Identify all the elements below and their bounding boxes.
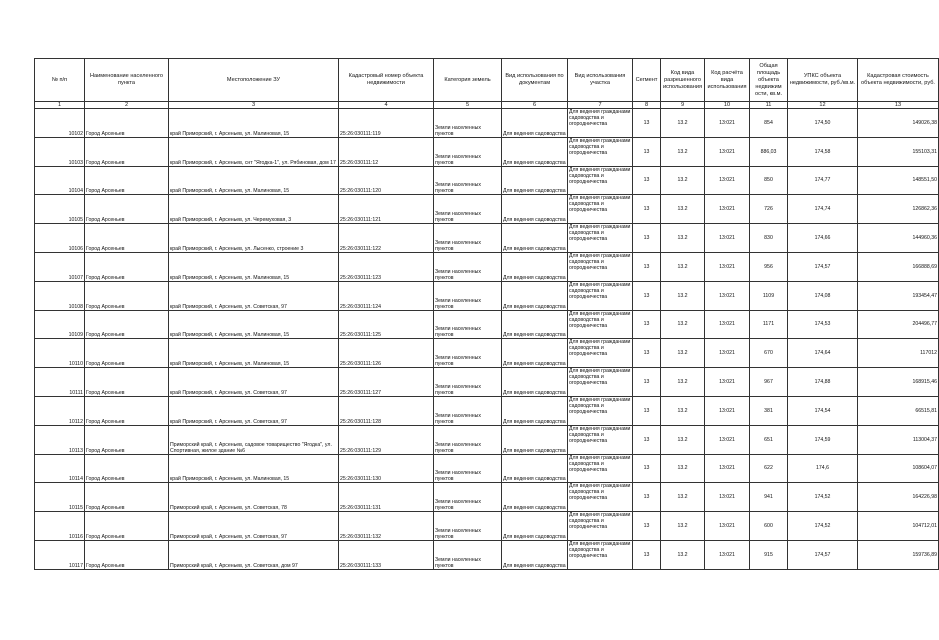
use-code-cell: 13.2 — [661, 252, 705, 281]
upks-cell: 174,54 — [788, 396, 858, 425]
upks-cell: 174,58 — [788, 137, 858, 166]
calc-code-cell: 13:021 — [705, 396, 750, 425]
area-cell: 670 — [750, 339, 788, 368]
use-code-cell: 13.2 — [661, 224, 705, 253]
calc-code-cell: 13:021 — [705, 425, 750, 454]
upks-cell: 174,66 — [788, 224, 858, 253]
upks-cell: 174,88 — [788, 368, 858, 397]
calc-code-cell: 13:021 — [705, 195, 750, 224]
calc-code-cell: 13:021 — [705, 454, 750, 483]
upks-cell: 174,74 — [788, 195, 858, 224]
cadastral-cost-cell: 117012 — [858, 339, 939, 368]
area-cell: 850 — [750, 166, 788, 195]
upks-cell: 174,52 — [788, 512, 858, 541]
table-row — [35, 137, 939, 166]
cadastral-number-cell: 25:26:030111:123 — [339, 252, 434, 281]
settlement-name-cell: Город Арсеньев — [85, 195, 169, 224]
plot-use-cell: Для ведения гражданами садоводства и огородничества — [568, 339, 633, 368]
segment-cell: 13 — [633, 252, 661, 281]
calc-code-cell: 13:021 — [705, 109, 750, 138]
table-row — [35, 109, 939, 138]
use-code-cell: 13.2 — [661, 483, 705, 512]
header-cell-use-code: Код вида разрешенного использования — [661, 59, 705, 102]
cadastral-number-cell: 25:26:030111:128 — [339, 396, 434, 425]
table-row — [35, 512, 939, 541]
column-number: 7 — [568, 102, 633, 109]
document-use-cell: Для ведения садоводства — [502, 368, 568, 397]
document-use-cell: Для ведения садоводства — [502, 512, 568, 541]
area-cell: 886,03 — [750, 137, 788, 166]
location-cell: край Приморский, г. Арсеньев, ул. Малиновая, 15 — [169, 166, 339, 195]
cadastral-number-cell: 25:26:030111:127 — [339, 368, 434, 397]
location-cell: край Приморский, г. Арсеньев, ул. Малиновая, 15 — [169, 339, 339, 368]
location-cell: Приморский край, г. Арсеньев, ул. Советская, 78 — [169, 483, 339, 512]
settlement-name-cell: Город Арсеньев — [85, 396, 169, 425]
table-row — [35, 454, 939, 483]
row-number-cell: 10112 — [35, 396, 85, 425]
cadastral-number-cell: 25:26:030111:132 — [339, 512, 434, 541]
settlement-name-cell: Город Арсеньев — [85, 454, 169, 483]
column-number: 8 — [633, 102, 661, 109]
upks-cell: 174,77 — [788, 166, 858, 195]
land-category-cell: Земли населенных пунктов — [434, 252, 502, 281]
document-use-cell: Для ведения садоводства — [502, 281, 568, 310]
column-number: 4 — [339, 102, 434, 109]
table-row — [35, 195, 939, 224]
column-number: 12 — [788, 102, 858, 109]
row-number-cell: 10105 — [35, 195, 85, 224]
document-use-cell: Для ведения садоводства — [502, 166, 568, 195]
document-use-cell: Для ведения садоводства — [502, 339, 568, 368]
plot-use-cell: Для ведения гражданами садоводства и огородничества — [568, 252, 633, 281]
use-code-cell: 13.2 — [661, 137, 705, 166]
location-cell: край Приморский, г. Арсеньев, ул. Советская, 97 — [169, 281, 339, 310]
plot-use-cell: Для ведения гражданами садоводства и огородничества — [568, 512, 633, 541]
use-code-cell: 13.2 — [661, 540, 705, 569]
location-cell: край Приморский, г. Арсеньев, ул. Малиновая, 15 — [169, 454, 339, 483]
calc-code-cell: 13:021 — [705, 368, 750, 397]
land-category-cell: Земли населенных пунктов — [434, 396, 502, 425]
header-cell-segment: Сегмент — [633, 59, 661, 102]
column-number: 11 — [750, 102, 788, 109]
area-cell: 830 — [750, 224, 788, 253]
use-code-cell: 13.2 — [661, 195, 705, 224]
calc-code-cell: 13:021 — [705, 224, 750, 253]
land-category-cell: Земли населенных пунктов — [434, 137, 502, 166]
segment-cell: 13 — [633, 224, 661, 253]
cadastral-value-table — [34, 58, 939, 570]
cadastral-cost-cell: 149026,38 — [858, 109, 939, 138]
column-number-row — [35, 102, 939, 109]
calc-code-cell: 13:021 — [705, 483, 750, 512]
location-cell: край Приморский, г. Арсеньев, ул. Советская, 97 — [169, 368, 339, 397]
table-row — [35, 368, 939, 397]
table-row — [35, 224, 939, 253]
use-code-cell: 13.2 — [661, 339, 705, 368]
land-category-cell: Земли населенных пунктов — [434, 540, 502, 569]
use-code-cell: 13.2 — [661, 109, 705, 138]
settlement-name-cell: Город Арсеньев — [85, 540, 169, 569]
cadastral-number-cell: 25:26:030111:12 — [339, 137, 434, 166]
plot-use-cell: Для ведения гражданами садоводства и огородничества — [568, 396, 633, 425]
area-cell: 956 — [750, 252, 788, 281]
location-cell: край Приморский, г. Арсеньев, ул. Малиновая, 15 — [169, 109, 339, 138]
settlement-name-cell: Город Арсеньев — [85, 137, 169, 166]
cadastral-number-cell: 25:26:030111:125 — [339, 310, 434, 339]
location-cell: край Приморский, г. Арсеньев, ул. Советская, 97 — [169, 396, 339, 425]
settlement-name-cell: Город Арсеньев — [85, 281, 169, 310]
row-number-cell: 10116 — [35, 512, 85, 541]
column-number: 9 — [661, 102, 705, 109]
cadastral-number-cell: 25:26:030111:119 — [339, 109, 434, 138]
column-number: 10 — [705, 102, 750, 109]
segment-cell: 13 — [633, 310, 661, 339]
header-cell-name: Наименование населенного пункта — [85, 59, 169, 102]
segment-cell: 13 — [633, 109, 661, 138]
segment-cell: 13 — [633, 195, 661, 224]
area-cell: 726 — [750, 195, 788, 224]
location-cell: край Приморский, г. Арсеньев, ул. Лысенко, строение 3 — [169, 224, 339, 253]
document-use-cell: Для ведения садоводства — [502, 310, 568, 339]
plot-use-cell: Для ведения гражданами садоводства и огородничества — [568, 483, 633, 512]
use-code-cell: 13.2 — [661, 512, 705, 541]
cadastral-cost-cell: 108604,07 — [858, 454, 939, 483]
settlement-name-cell: Город Арсеньев — [85, 224, 169, 253]
upks-cell: 174,50 — [788, 109, 858, 138]
cadastral-number-cell: 25:26:030111:129 — [339, 425, 434, 454]
calc-code-cell: 13:021 — [705, 339, 750, 368]
cadastral-number-cell: 25:26:030111:130 — [339, 454, 434, 483]
column-number: 2 — [85, 102, 169, 109]
land-category-cell: Земли населенных пунктов — [434, 368, 502, 397]
document-use-cell: Для ведения садоводства — [502, 454, 568, 483]
row-number-cell: 10113 — [35, 425, 85, 454]
row-number-cell: 10109 — [35, 310, 85, 339]
segment-cell: 13 — [633, 339, 661, 368]
calc-code-cell: 13:021 — [705, 512, 750, 541]
plot-use-cell: Для ведения гражданами садоводства и огородничества — [568, 195, 633, 224]
header-cell-cadastral: Кадастровый номер объекта недвижимости — [339, 59, 434, 102]
document-use-cell: Для ведения садоводства — [502, 195, 568, 224]
table-row — [35, 396, 939, 425]
upks-cell: 174,57 — [788, 540, 858, 569]
area-cell: 381 — [750, 396, 788, 425]
column-number: 13 — [858, 102, 939, 109]
row-number-cell: 10106 — [35, 224, 85, 253]
plot-use-cell: Для ведения гражданами садоводства и огородничества — [568, 368, 633, 397]
cadastral-number-cell: 25:26:030111:126 — [339, 339, 434, 368]
header-cell-calc-code: Код расчёта вида использования — [705, 59, 750, 102]
location-cell: Приморский край, г. Арсеньев, ул. Советская, дом 97 — [169, 540, 339, 569]
document-use-cell: Для ведения садоводства — [502, 109, 568, 138]
row-number-cell: 10117 — [35, 540, 85, 569]
segment-cell: 13 — [633, 540, 661, 569]
table-row — [35, 252, 939, 281]
cadastral-cost-cell: 193454,47 — [858, 281, 939, 310]
plot-use-cell: Для ведения гражданами садоводства и огородничества — [568, 425, 633, 454]
location-cell: край Приморский, г. Арсеньев, ул. Черемуховая, 3 — [169, 195, 339, 224]
header-cell-upks: УПКС объекта недвижимости, руб./кв.м. — [788, 59, 858, 102]
location-cell: край Приморский, г. Арсеньев, снт "Ягодка-1", ул. Рябиновая, дом 17 — [169, 137, 339, 166]
document-use-cell: Для ведения садоводства — [502, 540, 568, 569]
upks-cell: 174,64 — [788, 339, 858, 368]
cadastral-number-cell: 25:26:030111:121 — [339, 195, 434, 224]
land-category-cell: Земли населенных пунктов — [434, 310, 502, 339]
settlement-name-cell: Город Арсеньев — [85, 166, 169, 195]
table-row — [35, 310, 939, 339]
segment-cell: 13 — [633, 512, 661, 541]
use-code-cell: 13.2 — [661, 454, 705, 483]
calc-code-cell: 13:021 — [705, 137, 750, 166]
area-cell: 854 — [750, 109, 788, 138]
settlement-name-cell: Город Арсеньев — [85, 310, 169, 339]
header-cell-location: Местоположение ЗУ — [169, 59, 339, 102]
cadastral-cost-cell: 126862,36 — [858, 195, 939, 224]
use-code-cell: 13.2 — [661, 396, 705, 425]
plot-use-cell: Для ведения гражданами садоводства и огородничества — [568, 109, 633, 138]
table-row — [35, 425, 939, 454]
segment-cell: 13 — [633, 454, 661, 483]
row-number-cell: 10104 — [35, 166, 85, 195]
land-category-cell: Земли населенных пунктов — [434, 339, 502, 368]
row-number-cell: 10107 — [35, 252, 85, 281]
land-category-cell: Земли населенных пунктов — [434, 454, 502, 483]
header-cell-category: Категория земель — [434, 59, 502, 102]
area-cell: 651 — [750, 425, 788, 454]
cadastral-cost-cell: 66515,81 — [858, 396, 939, 425]
cadastral-cost-cell: 166888,69 — [858, 252, 939, 281]
table-row — [35, 540, 939, 569]
use-code-cell: 13.2 — [661, 425, 705, 454]
segment-cell: 13 — [633, 281, 661, 310]
document-use-cell: Для ведения садоводства — [502, 224, 568, 253]
column-number: 1 — [35, 102, 85, 109]
row-number-cell: 10115 — [35, 483, 85, 512]
document-use-cell: Для ведения садоводства — [502, 396, 568, 425]
settlement-name-cell: Город Арсеньев — [85, 339, 169, 368]
cadastral-cost-cell: 104712,01 — [858, 512, 939, 541]
cadastral-number-cell: 25:26:030111:133 — [339, 540, 434, 569]
row-number-cell: 10114 — [35, 454, 85, 483]
cadastral-cost-cell: 168915,46 — [858, 368, 939, 397]
plot-use-cell: Для ведения гражданами садоводства и огородничества — [568, 166, 633, 195]
cadastral-number-cell: 25:26:030111:131 — [339, 483, 434, 512]
calc-code-cell: 13:021 — [705, 540, 750, 569]
table-row — [35, 281, 939, 310]
segment-cell: 13 — [633, 425, 661, 454]
calc-code-cell: 13:021 — [705, 166, 750, 195]
area-cell: 915 — [750, 540, 788, 569]
settlement-name-cell: Город Арсеньев — [85, 483, 169, 512]
calc-code-cell: 13:021 — [705, 281, 750, 310]
land-category-cell: Земли населенных пунктов — [434, 224, 502, 253]
land-category-cell: Земли населенных пунктов — [434, 195, 502, 224]
table-row — [35, 166, 939, 195]
area-cell: 967 — [750, 368, 788, 397]
use-code-cell: 13.2 — [661, 166, 705, 195]
plot-use-cell: Для ведения гражданами садоводства и огородничества — [568, 454, 633, 483]
table-row — [35, 339, 939, 368]
upks-cell: 174,53 — [788, 310, 858, 339]
cadastral-cost-cell: 144960,36 — [858, 224, 939, 253]
segment-cell: 13 — [633, 137, 661, 166]
area-cell: 1171 — [750, 310, 788, 339]
cadastral-number-cell: 25:26:030111:124 — [339, 281, 434, 310]
cadastral-cost-cell: 204496,77 — [858, 310, 939, 339]
calc-code-cell: 13:021 — [705, 310, 750, 339]
segment-cell: 13 — [633, 483, 661, 512]
header-cell-cost: Кадастровая стоимость объекта недвижимости, руб. — [858, 59, 939, 102]
area-cell: 600 — [750, 512, 788, 541]
plot-use-cell: Для ведения гражданами садоводства и огородничества — [568, 137, 633, 166]
upks-cell: 174,08 — [788, 281, 858, 310]
cadastral-cost-cell: 148551,50 — [858, 166, 939, 195]
settlement-name-cell: Город Арсеньев — [85, 425, 169, 454]
land-category-cell: Земли населенных пунктов — [434, 512, 502, 541]
land-category-cell: Земли населенных пунктов — [434, 425, 502, 454]
cadastral-number-cell: 25:26:030111:120 — [339, 166, 434, 195]
table-row — [35, 483, 939, 512]
cadastral-cost-cell: 164226,98 — [858, 483, 939, 512]
settlement-name-cell: Город Арсеньев — [85, 368, 169, 397]
settlement-name-cell: Город Арсеньев — [85, 109, 169, 138]
row-number-cell: 10103 — [35, 137, 85, 166]
area-cell: 622 — [750, 454, 788, 483]
settlement-name-cell: Город Арсеньев — [85, 512, 169, 541]
column-number: 5 — [434, 102, 502, 109]
segment-cell: 13 — [633, 396, 661, 425]
header-cell-area: Общая площадь объекта недвижим ости, кв.м. — [750, 59, 788, 102]
segment-cell: 13 — [633, 368, 661, 397]
document-use-cell: Для ведения садоводства — [502, 425, 568, 454]
upks-cell: 174,52 — [788, 483, 858, 512]
row-number-cell: 10110 — [35, 339, 85, 368]
location-cell: Приморский край, г. Арсеньев, ул. Советская, 97 — [169, 512, 339, 541]
land-category-cell: Земли населенных пунктов — [434, 281, 502, 310]
cadastral-cost-cell: 159736,89 — [858, 540, 939, 569]
segment-cell: 13 — [633, 166, 661, 195]
plot-use-cell: Для ведения гражданами садоводства и огородничества — [568, 540, 633, 569]
plot-use-cell: Для ведения гражданами садоводства и огородничества — [568, 281, 633, 310]
document-use-cell: Для ведения садоводства — [502, 483, 568, 512]
plot-use-cell: Для ведения гражданами садоводства и огородничества — [568, 224, 633, 253]
column-number: 6 — [502, 102, 568, 109]
area-cell: 1109 — [750, 281, 788, 310]
document-use-cell: Для ведения садоводства — [502, 137, 568, 166]
settlement-name-cell: Город Арсеньев — [85, 252, 169, 281]
location-cell: Приморский край, г. Арсеньев, садовое товарищество "Ягодка", ул. Спортивная, жилое здание №6 — [169, 425, 339, 454]
land-category-cell: Земли населенных пунктов — [434, 166, 502, 195]
land-category-cell: Земли населенных пунктов — [434, 109, 502, 138]
row-number-cell: 10111 — [35, 368, 85, 397]
row-number-cell: 10108 — [35, 281, 85, 310]
header-cell-plot-use: Вид использования участка — [568, 59, 633, 102]
header-cell-doc-use: Вид использования по документам — [502, 59, 568, 102]
row-number-cell: 10102 — [35, 109, 85, 138]
use-code-cell: 13.2 — [661, 310, 705, 339]
area-cell: 941 — [750, 483, 788, 512]
upks-cell: 174,57 — [788, 252, 858, 281]
cadastral-cost-cell: 113004,37 — [858, 425, 939, 454]
use-code-cell: 13.2 — [661, 368, 705, 397]
location-cell: край Приморский, г. Арсеньев, ул. Малиновая, 15 — [169, 252, 339, 281]
upks-cell: 174,59 — [788, 425, 858, 454]
document-use-cell: Для ведения садоводства — [502, 252, 568, 281]
location-cell: край Приморский, г. Арсеньев, ул. Малиновая, 15 — [169, 310, 339, 339]
plot-use-cell: Для ведения гражданами садоводства и огородничества — [568, 310, 633, 339]
calc-code-cell: 13:021 — [705, 252, 750, 281]
upks-cell: 174,6 — [788, 454, 858, 483]
cadastral-number-cell: 25:26:030111:122 — [339, 224, 434, 253]
cadastral-cost-cell: 155103,31 — [858, 137, 939, 166]
column-number: 3 — [169, 102, 339, 109]
header-cell-num: № п/п — [35, 59, 85, 102]
header-row — [35, 59, 939, 102]
use-code-cell: 13.2 — [661, 281, 705, 310]
land-category-cell: Земли населенных пунктов — [434, 483, 502, 512]
